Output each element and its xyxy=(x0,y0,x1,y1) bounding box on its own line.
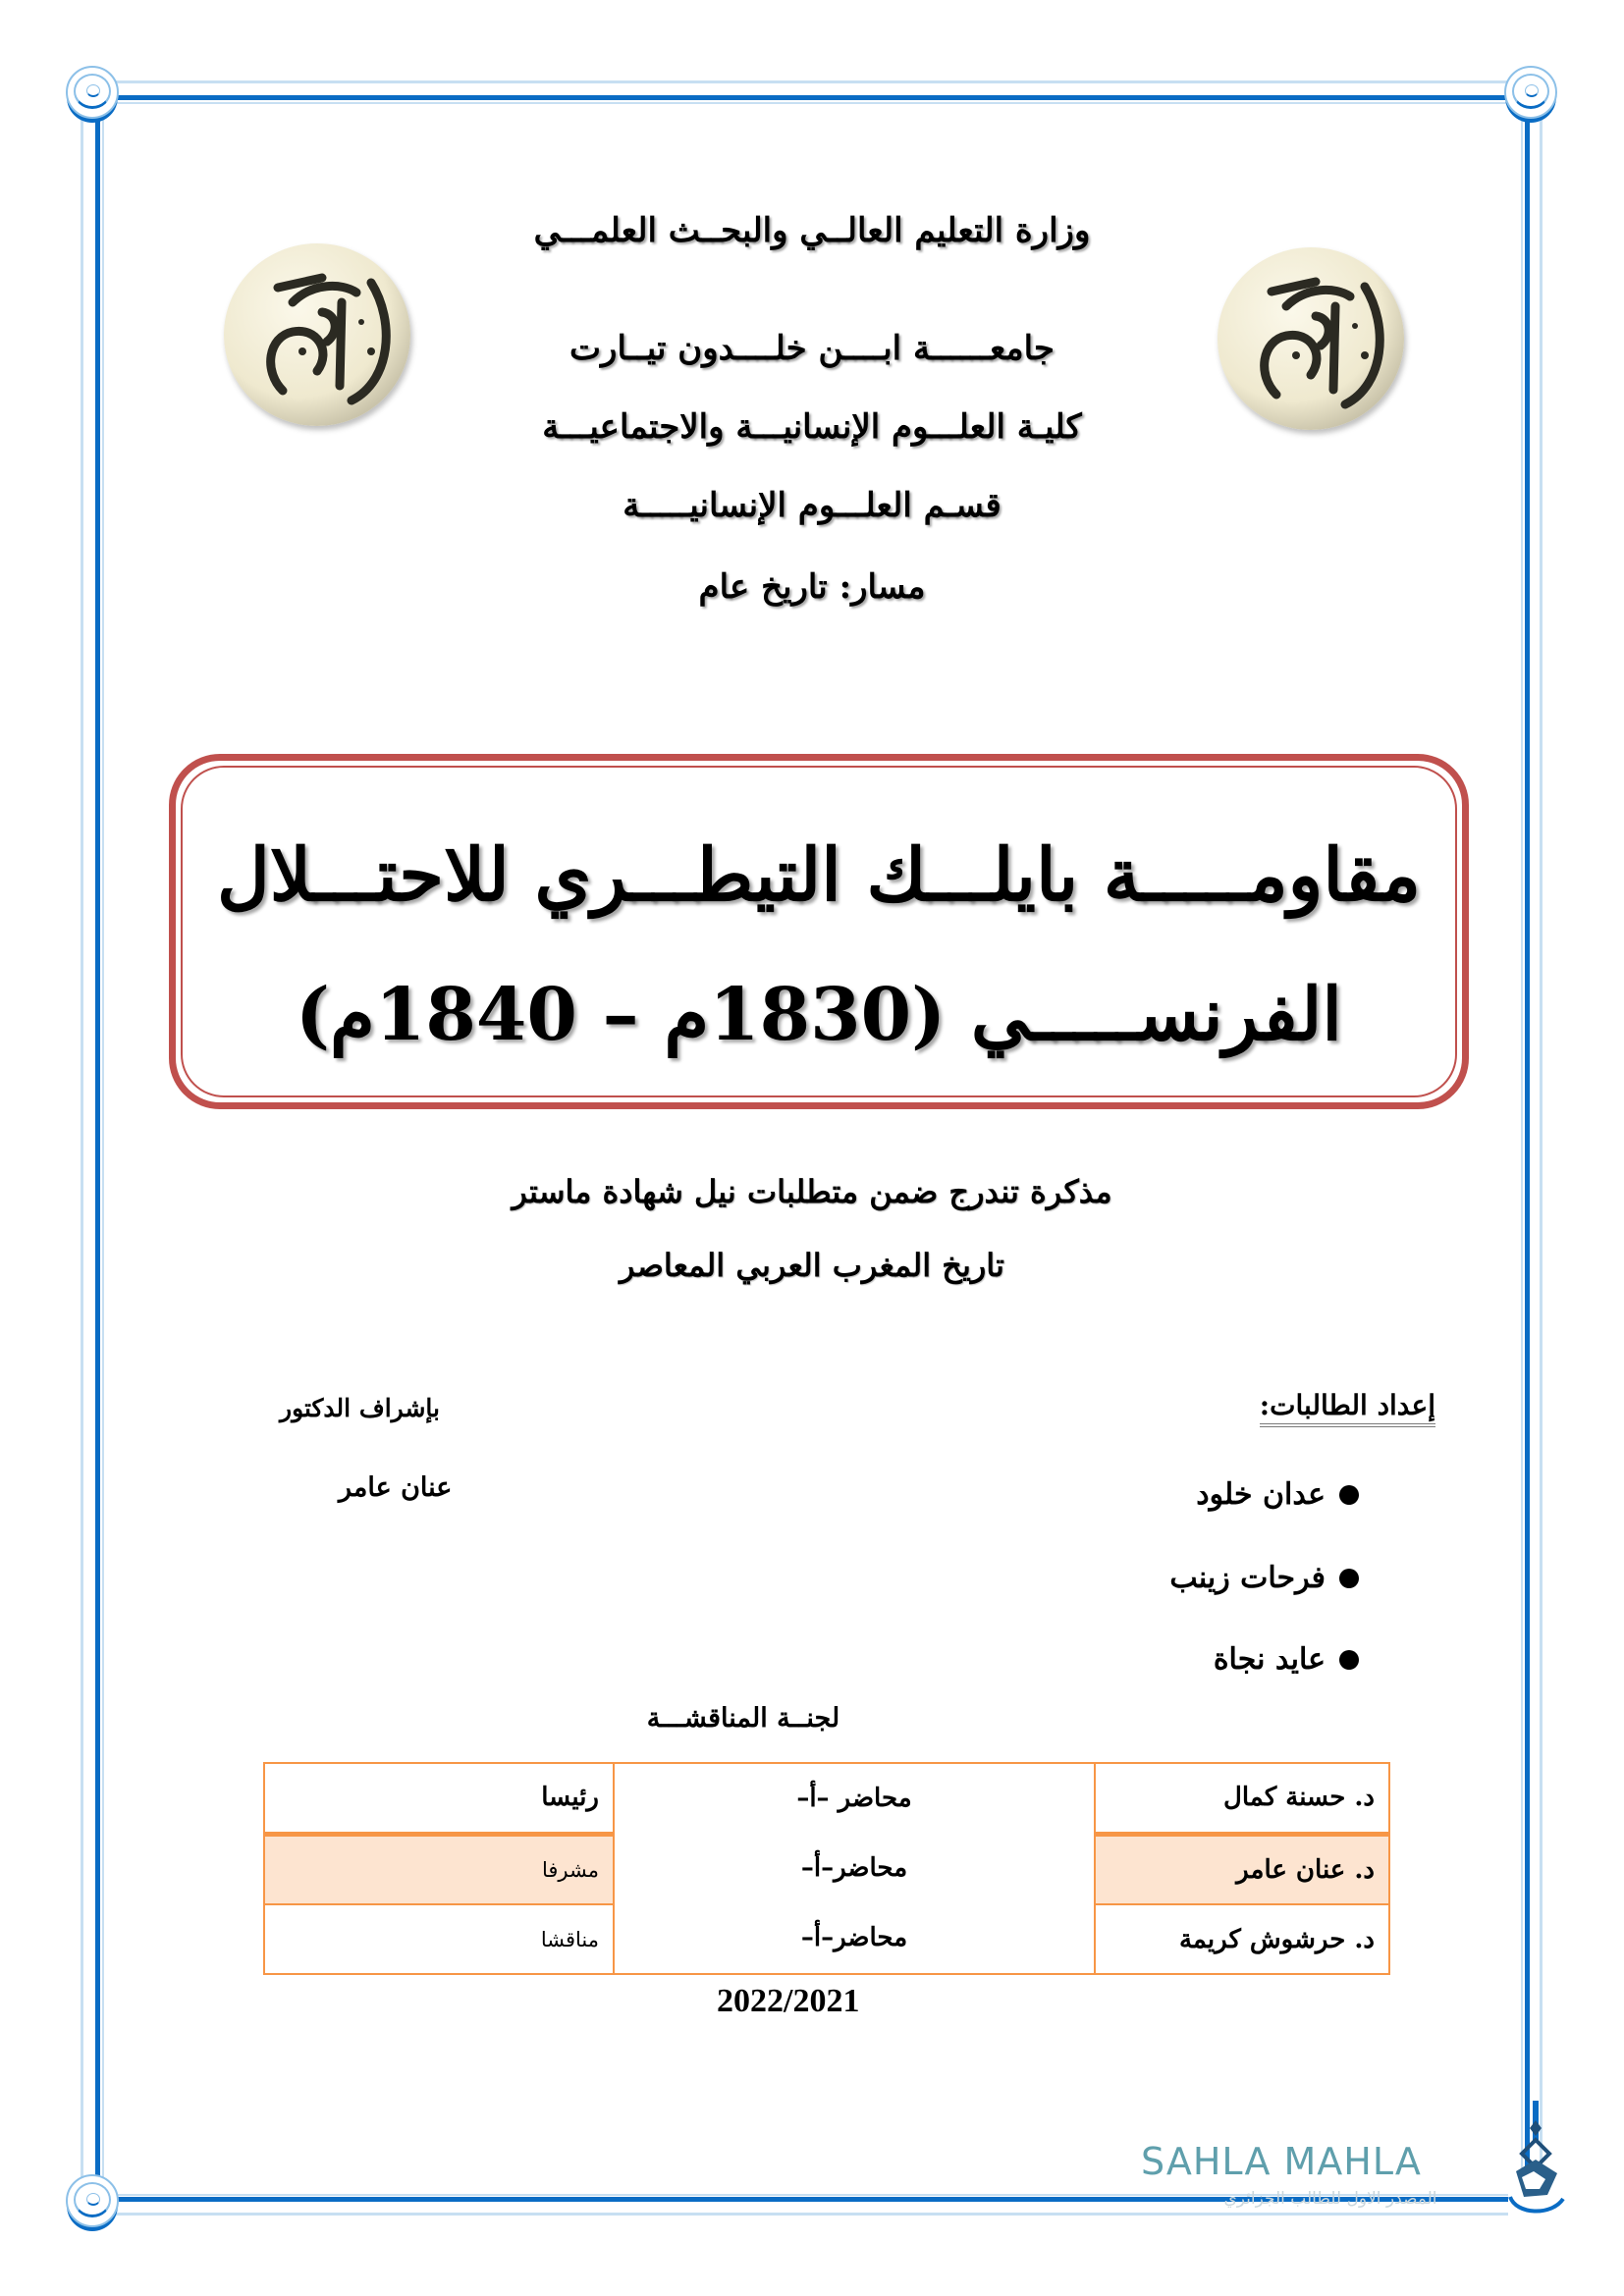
student-name: عايد نجاة xyxy=(1213,1642,1326,1677)
thesis-title-line-2: الفرنســـــي (1830م – 1840م) xyxy=(296,973,1342,1057)
specialty-name: تاريخ المغرب العربي المعاصر xyxy=(620,1247,1004,1284)
academic-year: 2022/2021 xyxy=(717,1983,860,2019)
ministry-name: وزارة التعليم العالــي والبحــث العلمـــي xyxy=(533,211,1091,250)
student-name: عدان خلود xyxy=(1196,1477,1326,1512)
student-item xyxy=(1169,1561,1359,1595)
university-name: جامعــــــة ابــــن خلــــدون تيــارت xyxy=(569,329,1055,368)
bullet-icon xyxy=(1339,1569,1359,1588)
committee-member-rank: محاضر –أ– xyxy=(796,1784,912,1813)
thesis-title-box xyxy=(169,754,1469,1109)
frame-top-line xyxy=(116,95,1508,100)
students-label: إعداد الطالبات: xyxy=(1260,1389,1435,1427)
calligraphy-seal-icon xyxy=(1218,247,1404,430)
student-item xyxy=(1196,1477,1359,1512)
committee-title: لجنــة المناقشـــة xyxy=(646,1703,840,1734)
committee-member-role: رئيسا xyxy=(264,1763,614,1834)
committee-member-role: مناقشا xyxy=(264,1904,614,1974)
university-logo-right xyxy=(1218,247,1404,430)
department-name: قسـم العلـــوم الإنسانيـــــة xyxy=(623,486,1001,525)
frame-corner-bottom-left-icon xyxy=(66,2174,119,2227)
supervisor-name: عنان عامر xyxy=(339,1472,453,1503)
bullet-icon xyxy=(1339,1650,1359,1670)
thesis-description: مذكرة تندرج ضمن متطلبات نيل شهادة ماستر xyxy=(512,1173,1112,1210)
student-name: فرحات زينب xyxy=(1169,1561,1326,1595)
supervisor-label: بإشراف الدكتور xyxy=(280,1394,441,1422)
committee-member-name: د. حرشوش كريمة xyxy=(1095,1904,1389,1974)
watermark-title: SAHLA MAHLA xyxy=(1141,2140,1422,2183)
bullet-icon xyxy=(1339,1485,1359,1505)
frame-top-inner-line xyxy=(116,102,1508,104)
faculty-name: كليـة العلـــوم الإنسانيـــة والاجتماعيـــة xyxy=(542,407,1082,447)
committee-member-name: د. عنان عامر xyxy=(1095,1834,1389,1904)
committee-member-role: مشرفا xyxy=(264,1834,614,1904)
calligraphy-seal-icon xyxy=(224,243,410,426)
frame-top-outer-line xyxy=(116,80,1508,83)
track-name: مسار: تاريخ عام xyxy=(698,567,926,607)
thesis-title-line-1: مقاومـــــة بايلـــك التيطـــري للاحتـــلال xyxy=(217,833,1421,918)
watermark-subtitle: المصدر الاول للطالب الجزائري xyxy=(1223,2189,1437,2209)
frame-corner-top-right-icon xyxy=(1504,66,1557,119)
committee-member-name: د. حسنة كمال xyxy=(1095,1763,1389,1834)
university-logo-left xyxy=(224,243,410,426)
sahla-mahla-logo-icon xyxy=(1502,2101,1573,2218)
committee-table xyxy=(263,1762,1390,1975)
frame-corner-top-left-icon xyxy=(66,66,119,119)
committee-row xyxy=(264,1763,1389,1834)
committee-member-rank: محاضر–أ– xyxy=(800,1923,908,1952)
committee-ranks-cell xyxy=(614,1763,1095,1974)
student-item xyxy=(1214,1642,1359,1677)
frame-bottom-inner-line xyxy=(116,2213,1508,2216)
committee-member-rank: محاضر–أ– xyxy=(800,1853,908,1883)
